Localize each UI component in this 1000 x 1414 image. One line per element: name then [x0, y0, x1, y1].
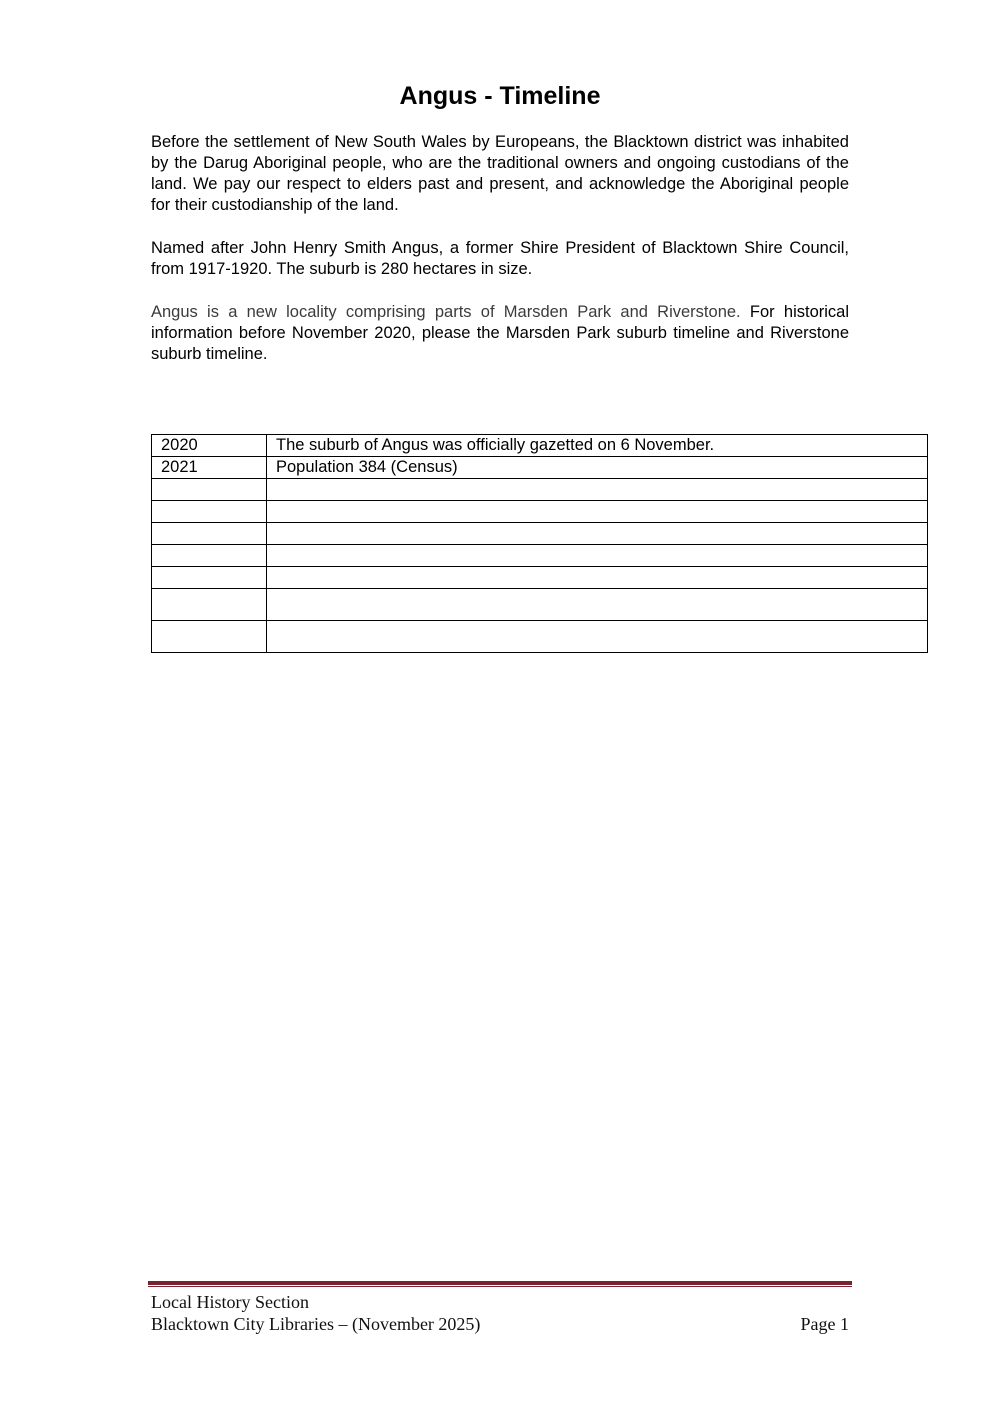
table-row	[152, 479, 928, 501]
event-cell	[267, 589, 928, 621]
year-cell	[152, 545, 267, 567]
event-cell	[267, 523, 928, 545]
naming-paragraph: Named after John Henry Smith Angus, a former Shire President of Blacktown Shire Council, from 1917-1920. The suburb is 280 hectares in size.	[151, 239, 849, 278]
table-row	[152, 435, 928, 457]
year-cell	[152, 479, 267, 501]
table-row	[152, 621, 928, 653]
year-cell: 2020	[152, 435, 267, 457]
year-cell: 2021	[152, 457, 267, 479]
table-row	[152, 457, 928, 479]
table-row	[152, 589, 928, 621]
page-number: Page 1	[800, 1314, 849, 1334]
table-row	[152, 523, 928, 545]
table-row	[152, 567, 928, 589]
event-cell	[267, 621, 928, 653]
table-row	[152, 545, 928, 567]
event-cell	[267, 479, 928, 501]
year-cell	[152, 621, 267, 653]
event-cell	[267, 545, 928, 567]
footer-section-name: Local History Section	[151, 1292, 309, 1312]
timeline-table	[151, 434, 928, 653]
historical-info-text: For historical information before November 2020, please the Marsden Park suburb timeline and Riverstone suburb timeline.	[151, 303, 849, 363]
event-cell	[267, 567, 928, 589]
year-cell	[152, 567, 267, 589]
acknowledgement-paragraph: Before the settlement of New South Wales by Europeans, the Blacktown district was inhabited by the Darug Aboriginal people, who are the traditional owners and ongoing custodians of the land. We pay our respect to elders past and present, and acknowledge the Aboriginal people for their custodianship of the land.	[151, 133, 849, 214]
table-row	[152, 501, 928, 523]
event-cell	[267, 501, 928, 523]
year-cell	[152, 589, 267, 621]
footer-divider	[148, 1281, 852, 1287]
footer-divider-thin-line	[148, 1286, 852, 1287]
event-cell: Population 384 (Census)	[267, 457, 928, 479]
footer-library-date: Blacktown City Libraries – (November 2025)	[151, 1314, 481, 1334]
event-cell: The suburb of Angus was officially gazetted on 6 November.	[267, 435, 928, 457]
year-cell	[152, 523, 267, 545]
year-cell	[152, 501, 267, 523]
locality-intro-text: Angus is a new locality comprising parts of Marsden Park and Riverstone.	[151, 303, 741, 321]
page-title: Angus - Timeline	[399, 82, 601, 110]
locality-paragraph	[151, 302, 849, 365]
